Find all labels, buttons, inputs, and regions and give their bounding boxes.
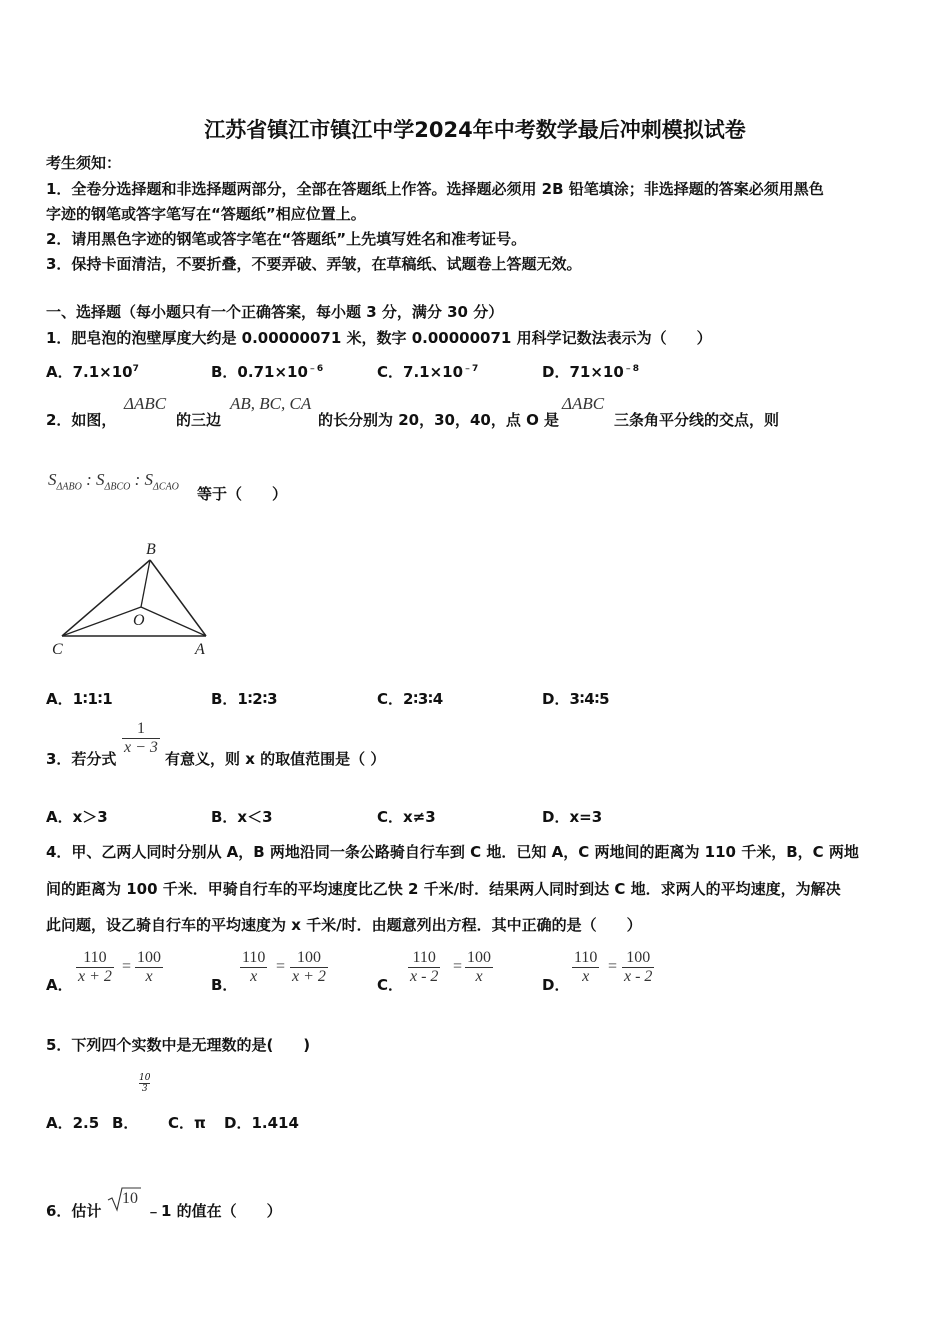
q3-stem-part1: 3．若分式 bbox=[46, 750, 117, 768]
q5-frac-num: 10 bbox=[139, 1073, 151, 1083]
q4-a-n1: 110 bbox=[83, 949, 107, 966]
q2-area-s3: S bbox=[144, 470, 154, 489]
label-c: C bbox=[52, 641, 63, 658]
q4-a-equals: = bbox=[122, 958, 132, 975]
q3-option-d[interactable]: D．x=3 bbox=[542, 808, 603, 826]
q4-c-equals: = bbox=[453, 958, 463, 975]
q4-stem-line2: 间的距离为 100 千米．甲骑自行车的平均速度比乙快 2 千米/时．结果两人同时到达 C 地．求两人的平均速度，为解决 bbox=[46, 880, 841, 898]
label-o: O bbox=[133, 612, 145, 629]
q4-c-d2: x bbox=[475, 968, 483, 985]
q4-d-equals: = bbox=[608, 958, 618, 975]
q4-option-b-label[interactable]: B． bbox=[211, 976, 238, 994]
q1-option-b[interactable] bbox=[211, 361, 323, 382]
q2-stem-part3: 的长分别为 20，30，40，点 O 是 bbox=[318, 411, 560, 429]
notice-heading: 考生须知： bbox=[46, 154, 122, 172]
q4-a-left-frac bbox=[76, 949, 114, 986]
q4-stem-line1: 4．甲、乙两人同时分别从 A，B 两地沿同一条公路骑自行车到 C 地．已知 A，C 两地间的距离为 110 千米，B，C 两地 bbox=[46, 843, 859, 861]
q2-area-ratio bbox=[48, 470, 179, 492]
q2-tail: 等于（ ） bbox=[197, 485, 288, 503]
q4-a-d2: x bbox=[145, 968, 153, 985]
q4-d-n1: 110 bbox=[574, 949, 598, 966]
q3-fraction bbox=[122, 720, 160, 757]
q5-frac-den: 3 bbox=[141, 1084, 148, 1094]
notice-line-3: 3．保持卡面清洁，不要折叠，不要弄破、弄皱，在草稿纸、试题卷上答题无效。 bbox=[46, 255, 582, 273]
q1-option-a-exp: 7 bbox=[132, 364, 139, 374]
segment-co bbox=[62, 607, 141, 636]
q1-option-c[interactable] bbox=[377, 361, 478, 382]
q1-option-d-exp: ﹣8 bbox=[623, 364, 640, 374]
q4-d-d1: x bbox=[582, 968, 590, 985]
q2-stem-part4: 三条角平分线的交点，则 bbox=[614, 411, 780, 429]
q3-option-b[interactable]: B．x＜3 bbox=[211, 808, 273, 826]
q2-option-c[interactable]: C．2∶3∶4 bbox=[377, 690, 444, 708]
label-a: A bbox=[195, 641, 205, 658]
q2-math-sides: AB, BC, CA bbox=[230, 394, 312, 413]
side-ba bbox=[150, 560, 206, 636]
notice-line-1a: 1．全卷分选择题和非选择题两部分，全部在答题纸上作答。选择题必须用 2B 铅笔填涂；非选择题的答案必须用黑色 bbox=[46, 180, 824, 198]
q1-option-c-text: C．7.1×10 bbox=[377, 363, 464, 381]
q4-b-d2: x + 2 bbox=[292, 968, 326, 985]
q4-b-d1: x bbox=[250, 968, 258, 985]
q1-option-a[interactable] bbox=[46, 361, 139, 382]
label-b: B bbox=[146, 541, 156, 558]
q3-fraction-num: 1 bbox=[136, 720, 145, 737]
q4-b-n2: 100 bbox=[296, 949, 321, 966]
q1-option-d[interactable] bbox=[542, 361, 639, 382]
q4-b-equals: = bbox=[276, 958, 286, 975]
q6-stem-part1: 6．估计 bbox=[46, 1202, 102, 1220]
q2-option-b[interactable]: B．1∶2∶3 bbox=[211, 690, 278, 708]
q2-stem-part2: 的三边 bbox=[176, 411, 222, 429]
segment-ao bbox=[141, 607, 206, 636]
q5-option-b[interactable]: B． bbox=[112, 1114, 139, 1132]
q2-area-sub1: ΔABO bbox=[56, 481, 82, 493]
q4-a-right-frac bbox=[135, 949, 163, 986]
q4-option-a-label[interactable]: A． bbox=[46, 976, 73, 994]
q4-c-d1: x - 2 bbox=[410, 968, 439, 985]
q5-small-fraction bbox=[139, 1073, 150, 1094]
q3-option-a[interactable]: A．x＞3 bbox=[46, 808, 108, 826]
q4-b-left-frac bbox=[240, 949, 267, 986]
q3-option-c[interactable]: C．x≠3 bbox=[377, 808, 436, 826]
q2-option-a[interactable]: A．1∶1∶1 bbox=[46, 690, 113, 708]
q4-c-n2: 100 bbox=[467, 949, 491, 966]
q5-stem: 5．下列四个实数中是无理数的是( ) bbox=[46, 1036, 311, 1054]
q2-math-triangle-1: ΔABC bbox=[124, 394, 167, 413]
q1-option-d-text: D．71×10 bbox=[542, 363, 624, 381]
page-title: 江苏省镇江市镇江中学2024年中考数学最后冲刺模拟试卷 bbox=[204, 118, 746, 142]
q4-d-n2: 100 bbox=[626, 949, 651, 966]
q2-stem-part1: 2．如图， bbox=[46, 411, 117, 429]
q2-area-colon2: : bbox=[134, 470, 141, 489]
q4-a-d1: x + 2 bbox=[78, 968, 112, 985]
q3-stem-part2: 有意义，则 x 的取值范围是（ ） bbox=[165, 750, 386, 768]
q1-option-b-text: B．0.71×10 bbox=[211, 363, 308, 381]
q4-option-d-label[interactable]: D． bbox=[542, 976, 570, 994]
q2-area-colon1: : bbox=[86, 470, 92, 489]
q2-area-s2: S bbox=[95, 470, 105, 489]
q1-option-b-exp: ﹣6 bbox=[307, 364, 324, 374]
q2-area-sub3: ΔCAO bbox=[153, 481, 179, 493]
q4-stem-line3: 此问题，设乙骑自行车的平均速度为 x 千米/时．由题意列出方程．其中正确的是（ ） bbox=[46, 916, 642, 934]
q4-b-right-frac bbox=[290, 949, 328, 986]
q4-c-left-frac bbox=[408, 949, 440, 986]
q4-c-right-frac bbox=[465, 949, 493, 986]
q4-a-n2: 100 bbox=[137, 949, 161, 966]
q2-area-s1: S bbox=[48, 470, 57, 489]
q4-c-n1: 110 bbox=[412, 949, 436, 966]
q2-option-d[interactable]: D．3∶4∶5 bbox=[542, 690, 610, 708]
notice-line-1b: 字迹的钢笔或答字笔写在“答题纸”相应位置上。 bbox=[46, 205, 366, 223]
q4-d-right-frac bbox=[622, 949, 654, 986]
notice-line-2: 2．请用黑色字迹的钢笔或答字笔在“答题纸”上先填写姓名和准考证号。 bbox=[46, 230, 527, 248]
section-heading: 一、选择题（每小题只有一个正确答案，每小题 3 分，满分 30 分） bbox=[46, 303, 504, 321]
q4-option-c-label[interactable]: C． bbox=[377, 976, 404, 994]
q1-stem: 1．肥皂泡的泡壁厚度大约是 0.00000071 米，数字 0.00000071 用科学记数法表示为（ ） bbox=[46, 329, 712, 347]
q4-b-n1: 110 bbox=[242, 949, 266, 966]
q5-option-c[interactable]: C．π bbox=[168, 1114, 206, 1132]
q2-area-sub2: ΔBCO bbox=[104, 481, 131, 493]
q1-option-c-exp: ﹣7 bbox=[463, 364, 479, 374]
q4-d-left-frac bbox=[572, 949, 599, 986]
q2-math-triangle-2: ΔABC bbox=[562, 394, 605, 413]
q5-option-a[interactable]: A．2.5 bbox=[46, 1114, 100, 1132]
q1-option-a-text: A．7.1×10 bbox=[46, 363, 133, 381]
q4-d-d2: x - 2 bbox=[624, 968, 653, 985]
q6-radicand: 10 bbox=[122, 1190, 138, 1207]
q5-option-d[interactable]: D．1.414 bbox=[224, 1114, 299, 1132]
q3-fraction-den: x − 3 bbox=[124, 739, 158, 756]
q6-stem-part2: ﹣1 的值在（ ） bbox=[146, 1202, 282, 1220]
q2-triangle-figure bbox=[40, 535, 230, 665]
